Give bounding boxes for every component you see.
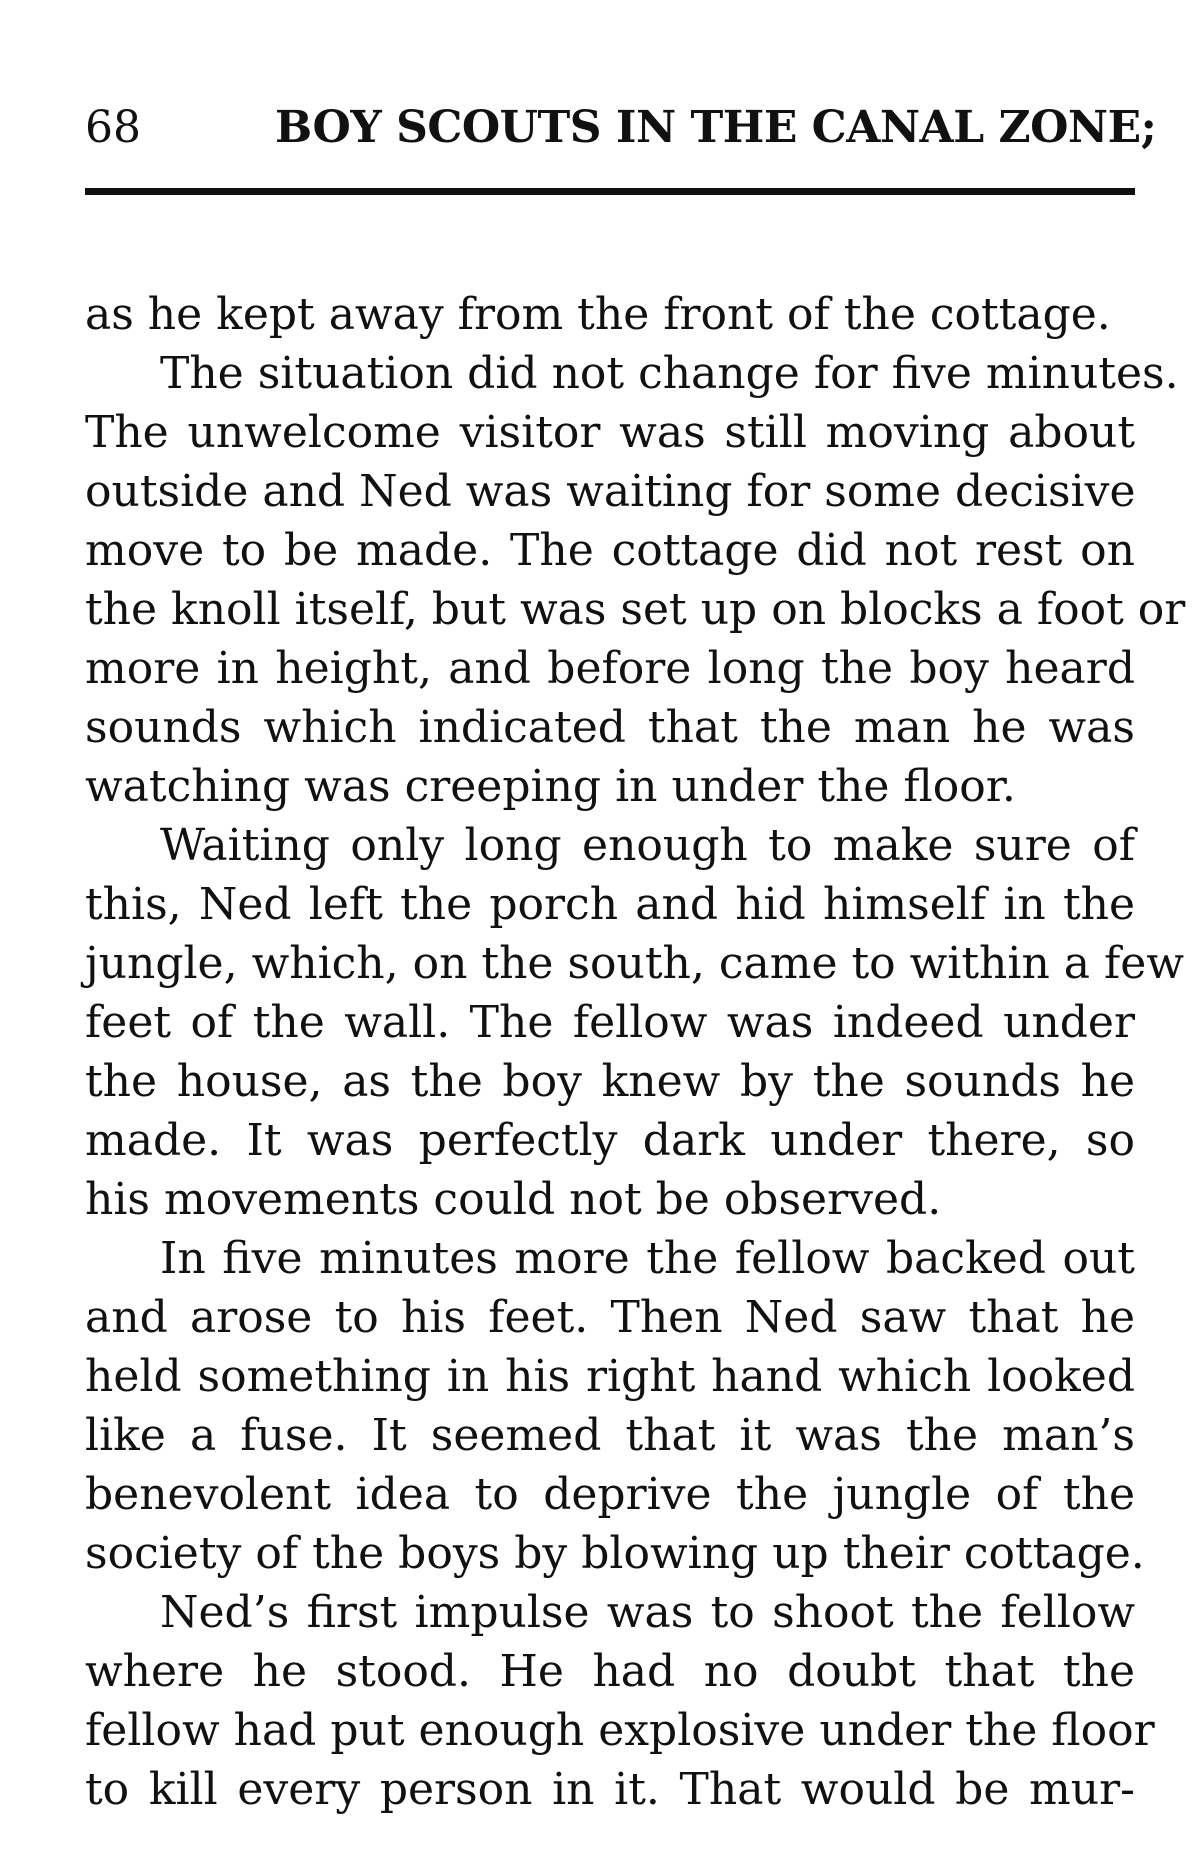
text-line: outside and Ned was waiting for some decisive [85,466,1136,517]
paragraph [85,285,1135,344]
text-line: In five minutes more the fellow backed out [160,1233,1135,1284]
text-line: this, Ned left the porch and hid himself in the [85,879,1135,930]
text-line: as he kept away from the front of the cottage. [85,289,1111,340]
paragraph [85,816,1184,1229]
text-line: to kill every person in it. That would be mur- [85,1764,1135,1815]
running-title: BOY SCOUTS IN THE CANAL ZONE; [275,102,1157,153]
text-line: feet of the wall. The fellow was indeed under [85,997,1135,1048]
text-line: held something in his right hand which looked [85,1351,1135,1402]
text-line: society of the boys by blowing up their cottage. [85,1528,1145,1579]
text-line: The situation did not change for five minutes. [160,348,1179,399]
paragraph [85,1229,1145,1583]
running-head [85,98,1157,158]
page-number: 68 [85,102,141,153]
text-line: the knoll itself, but was set up on blocks a foot or [85,584,1186,635]
text-line: made. It was perfectly dark under there, so [85,1115,1135,1166]
header-rule [85,188,1135,195]
text-line: Waiting only long enough to make sure of [160,820,1135,871]
paragraph [85,1583,1155,1819]
text-line: where he stood. He had no doubt that the [85,1646,1135,1697]
text-line: The unwelcome visitor was still moving about [85,407,1135,458]
text-line: jungle, which, on the south, came to within a few [85,938,1184,989]
text-line: more in height, and before long the boy heard [85,643,1135,694]
text-line: and arose to his feet. Then Ned saw that he [85,1292,1135,1343]
text-line: his movements could not be observed. [85,1174,942,1225]
text-line: the house, as the boy knew by the sounds he [85,1056,1135,1107]
text-line: watching was creeping in under the floor. [85,761,1016,812]
paragraph [85,344,1186,816]
text-line: benevolent idea to deprive the jungle of the [85,1469,1135,1520]
body-text [85,285,1186,1819]
text-line: fellow had put enough explosive under the floor [85,1705,1155,1756]
text-line: Ned’s first impulse was to shoot the fellow [160,1587,1135,1638]
text-line: move to be made. The cottage did not rest on [85,525,1135,576]
text-line: sounds which indicated that the man he was [85,702,1135,753]
text-line: like a fuse. It seemed that it was the man’s [85,1410,1135,1461]
